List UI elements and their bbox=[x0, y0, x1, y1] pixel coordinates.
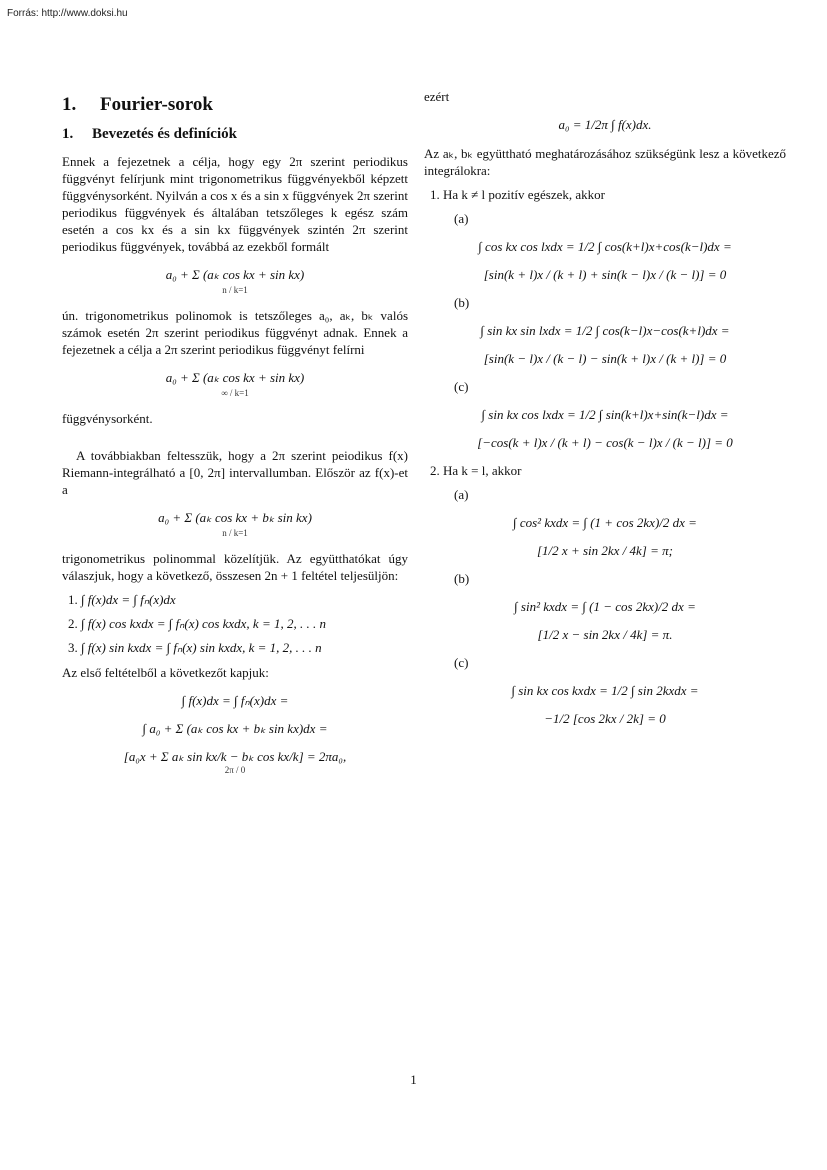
equation-text: [1/2 x − sin 2kx / 4k] = π. bbox=[537, 627, 673, 642]
equation-sin-sin bbox=[424, 323, 786, 339]
equation-text: [−cos(k + l)x / (k + l) − cos(k − l)x / (k − l)] = 0 bbox=[477, 435, 733, 450]
equation-cos-squared bbox=[424, 515, 786, 531]
equation-sum-n: a₀ + Σ (aₖ cos kx + sin kx) n / k=1 bbox=[165, 267, 305, 295]
source-url: Forrás: http://www.doksi.hu bbox=[7, 8, 128, 19]
equation-text: ∫ sin kx cos kxdx = 1/2 ∫ sin 2kxdx = bbox=[511, 683, 699, 698]
sum-lower: k=1 bbox=[233, 528, 248, 538]
equation-text: a₀ + Σ (aₖ cos kx + sin kx) bbox=[165, 267, 305, 282]
equation-sum-inf: a₀ + Σ (aₖ cos kx + sin kx) ∞ / k=1 bbox=[165, 370, 305, 398]
equation-text: ∫ f(x)dx = ∫ fₙ(x)dx = bbox=[181, 693, 289, 708]
page-number: 1 bbox=[410, 1072, 417, 1087]
equation-sin-cos-same bbox=[424, 683, 786, 699]
right-column bbox=[424, 88, 786, 739]
equation-text: [1/2 x + sin 2kx / 4k] = π; bbox=[537, 543, 673, 558]
subcase-label: (b) bbox=[454, 295, 470, 310]
sum-upper: n bbox=[222, 285, 227, 295]
equation-text: a₀ + Σ (aₖ cos kx + sin kx) bbox=[165, 370, 305, 385]
condition-1 bbox=[68, 592, 408, 608]
equation-text: ∫ sin kx sin lxdx = 1/2 ∫ cos(k−l)x−cos(k+l)dx = bbox=[480, 323, 730, 338]
equation-sin-cos-same-result bbox=[424, 711, 786, 727]
equation-text: ∫ cos² kxdx = ∫ (1 + cos 2kx)/2 dx = bbox=[513, 515, 697, 530]
equation-trig-poly: a₀ + Σ (aₖ cos kx + bₖ sin kx) n / k=1 bbox=[158, 510, 312, 538]
condition-3 bbox=[68, 640, 408, 656]
equation-text: [a₀x + Σ aₖ sin kx/k − bₖ cos kx/k] = 2πa₀, bbox=[123, 749, 347, 764]
chapter-heading bbox=[62, 94, 408, 116]
sum-lower: k=1 bbox=[234, 388, 249, 398]
equation-integral-2 bbox=[62, 721, 408, 737]
paragraph: trigonometrikus polinommal közelítjük. Az együtthatókat úgy válaszjuk, hogy a következő, összesen 2n + 1 feltétel teljesüljön: bbox=[62, 551, 408, 583]
equation-sin-squared bbox=[424, 599, 786, 615]
equation-sin-cos-result bbox=[424, 435, 786, 451]
condition-2 bbox=[68, 616, 408, 632]
bound-upper: 2π bbox=[224, 765, 234, 775]
condition-text: ∫ f(x) sin kxdx = ∫ fₙ(x) sin kxdx, k = 1, 2, . . . n bbox=[81, 640, 322, 655]
chapter-title: Fourier-sorok bbox=[100, 94, 213, 115]
equation-text: [sin(k + l)x / (k + l) + sin(k − l)x / (k − l)] = 0 bbox=[483, 267, 727, 282]
paragraph: Az első feltételből a következőt kapjuk: bbox=[62, 665, 269, 680]
condition-label: 1. bbox=[68, 592, 78, 607]
equation-text: a₀ + Σ (aₖ cos kx + bₖ sin kx) bbox=[158, 510, 312, 525]
subcase-label: (c) bbox=[454, 655, 469, 670]
equation-integral-1 bbox=[62, 693, 408, 709]
equation-sin-cos bbox=[424, 407, 786, 423]
condition-label: 2. bbox=[68, 616, 78, 631]
section-heading bbox=[62, 126, 408, 143]
equation-cos-squared-result bbox=[424, 543, 786, 559]
equation-text: ∫ sin kx cos lxdx = 1/2 ∫ sin(k+l)x+sin(k−l)dx = bbox=[481, 407, 729, 422]
case-2: 2. Ha k = l, akkor bbox=[430, 463, 522, 478]
paragraph: A továbbiakban feltesszük, hogy a 2π szerint peiodikus f(x) Riemann-integrálható a [0, 2π] intervallumban. Először az f(x)-et a bbox=[62, 448, 408, 497]
section-number: 1. bbox=[62, 126, 74, 142]
bound-lower: 0 bbox=[240, 765, 246, 775]
paragraph: Ennek a fejezetnek a célja, hogy egy 2π szerint periodikus függvényt felírjunk mint trigonometrikus függvényekből képzett függvénysorként. Nyilván a cos x és a sin x függvények 2π szerint periodikus függvények és általában tetszőleges k egész szám esetén a cos kx és a sin kx függvények szintén 2π szerint periodikus függvények, továbbá az ezekből formált bbox=[62, 154, 408, 254]
equation-a0 bbox=[424, 117, 786, 133]
condition-label: 3. bbox=[68, 640, 78, 655]
equation-sin-sin-result bbox=[424, 351, 786, 367]
subcase-label: (a) bbox=[454, 487, 469, 502]
subcase-label: (c) bbox=[454, 379, 469, 394]
equation-text: [sin(k − l)x / (k − l) − sin(k + l)x / (k + l)] = 0 bbox=[483, 351, 727, 366]
equation-text: ∫ cos kx cos lxdx = 1/2 ∫ cos(k+l)x+cos(k−l)dx = bbox=[478, 239, 732, 254]
left-column bbox=[62, 88, 408, 787]
paragraph: ún. trigonometrikus polinomok is tetszőleges a₀, aₖ, bₖ valós számok esetén 2π szerint periodikus függvényt adnak. Ennek a fejezetnek a célja a 2π szerint periodikus függvényt felírni bbox=[62, 308, 408, 357]
condition-text: ∫ f(x)dx = ∫ fₙ(x)dx bbox=[81, 592, 176, 607]
paragraph: ezért bbox=[424, 89, 450, 104]
sum-lower: k=1 bbox=[233, 285, 248, 295]
subcase-label: (a) bbox=[454, 211, 469, 226]
equation-text: ∫ a₀ + Σ (aₖ cos kx + bₖ sin kx)dx = bbox=[142, 721, 328, 736]
case-1: 1. Ha k ≠ l pozitív egészek, akkor bbox=[430, 187, 605, 202]
section-title: Bevezetés és definíciók bbox=[92, 126, 237, 142]
sum-upper: n bbox=[222, 528, 227, 538]
subcase-label: (b) bbox=[454, 571, 470, 586]
condition-text: ∫ f(x) cos kxdx = ∫ fₙ(x) cos kxdx, k = 1, 2, . . . n bbox=[81, 616, 326, 631]
equation-text: a₀ = 1/2π ∫ f(x)dx. bbox=[558, 117, 652, 132]
paragraph: Az aₖ, bₖ együttható meghatározásához szükségünk lesz a következő integrálokra: bbox=[424, 146, 786, 178]
equation-text: ∫ sin² kxdx = ∫ (1 − cos 2kx)/2 dx = bbox=[514, 599, 696, 614]
paragraph: függvénysorként. bbox=[62, 411, 153, 426]
equation-cos-cos-result bbox=[424, 267, 786, 283]
equation-sin-squared-result bbox=[424, 627, 786, 643]
sum-upper: ∞ bbox=[221, 388, 228, 398]
chapter-number: 1. bbox=[62, 94, 77, 115]
equation-cos-cos bbox=[424, 239, 786, 255]
equation-text: −1/2 [cos 2kx / 2k] = 0 bbox=[544, 711, 666, 726]
equation-integral-3: [a₀x + Σ aₖ sin kx/k − bₖ cos kx/k] = 2πa₀, 2π / 0 bbox=[123, 749, 347, 775]
